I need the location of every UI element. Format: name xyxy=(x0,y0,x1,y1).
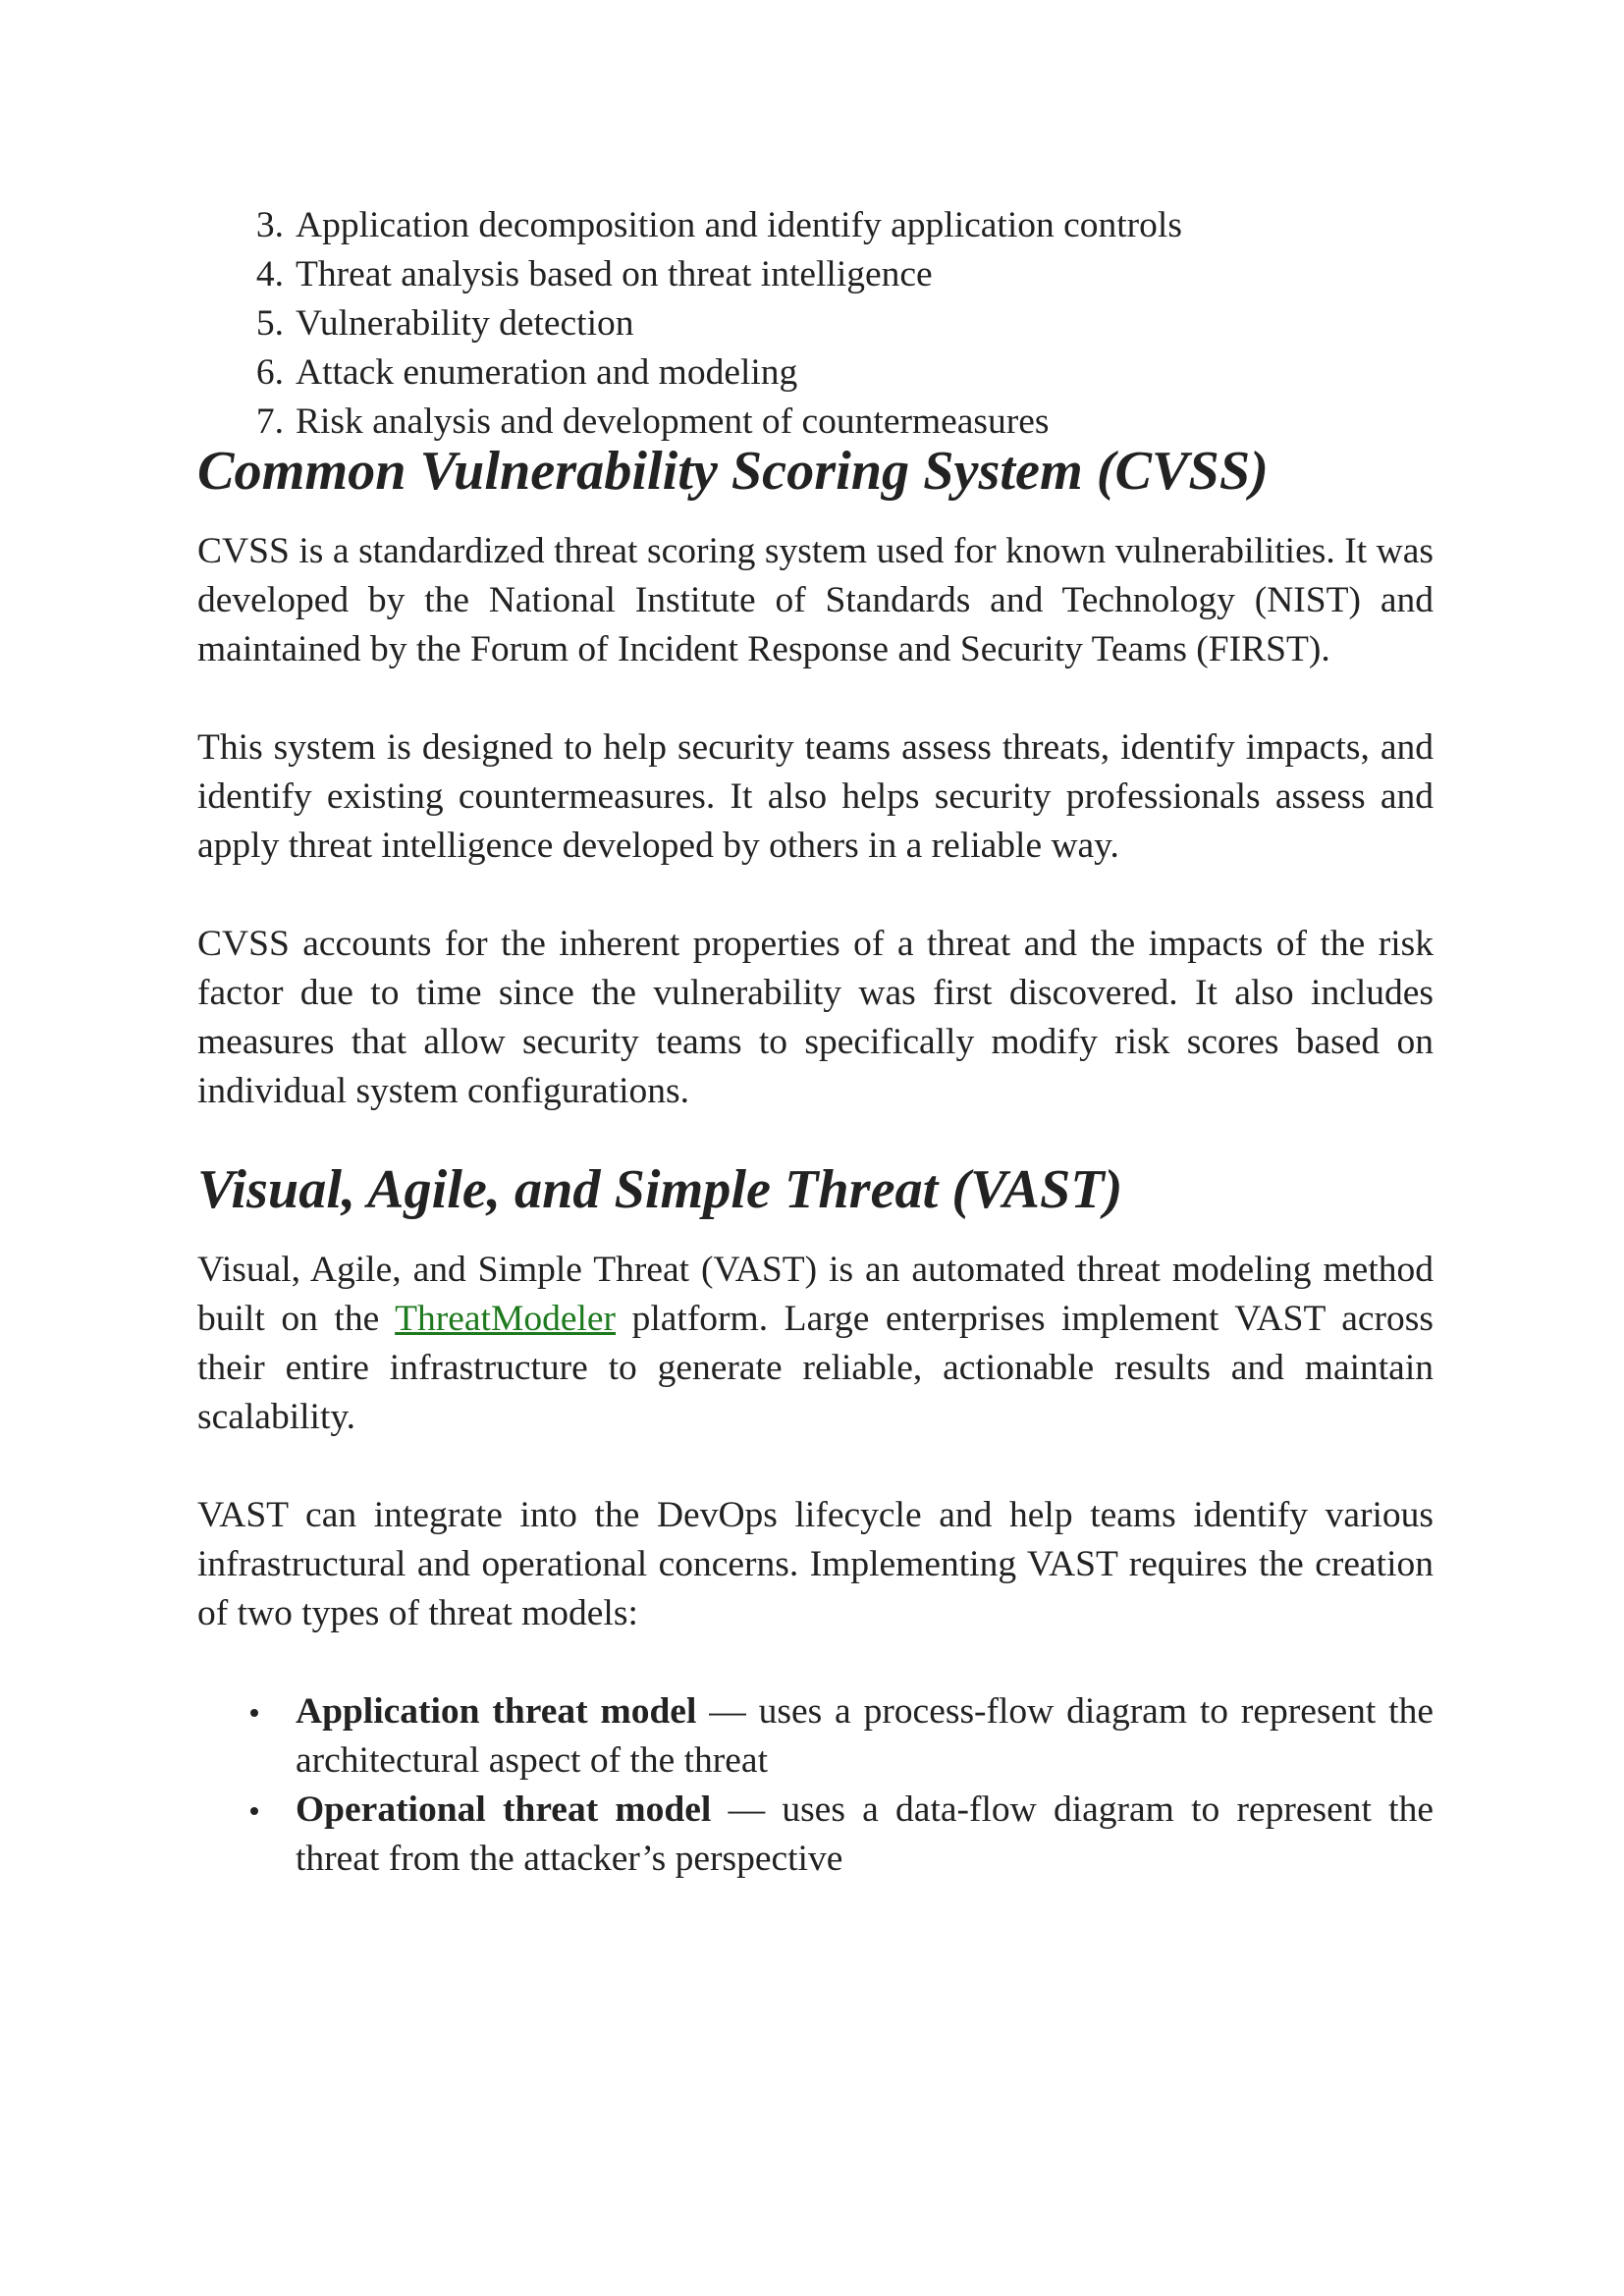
list-item xyxy=(197,348,1434,398)
vast-paragraph-1-text-after: platform. Large enterprises implement VAST across their entire infrastructure to generate reliable, actionable results and maintain scalability. xyxy=(197,1299,1434,1437)
bullet-text xyxy=(296,1687,1434,1786)
list-item xyxy=(197,398,1434,447)
cvss-paragraph-1: CVSS is a standardized threat scoring system used for known vulnerabilities. It was developed by the National Institute of Standards and Technology (NIST) and maintained by the Forum of Incident Response and Security Teams (FIRST). xyxy=(197,531,1434,669)
bullet-term: Operational threat model xyxy=(296,1789,712,1830)
list-number: 5. xyxy=(255,303,284,344)
list-number: 3. xyxy=(255,205,284,245)
bullet-term: Application threat model xyxy=(296,1691,697,1732)
bullet-list xyxy=(197,1687,1434,1884)
vast-paragraph-2: VAST can integrate into the DevOps lifecycle and help teams identify various infrastructural and operational concerns. Implementing VAST requires the creation of two types of threat models: xyxy=(197,1495,1434,1633)
list-number: 7. xyxy=(255,401,284,442)
vast-heading: Visual, Agile, and Simple Threat (VAST) xyxy=(197,1159,1123,1220)
cvss-paragraph-2: This system is designed to help security teams assess threats, identify impacts, and identify existing countermeasures. It also helps security professionals assess and apply threat intelligence developed by others in a reliable way. xyxy=(197,727,1434,866)
bullet-icon xyxy=(197,1786,296,1884)
list-item-text: Attack enumeration and modeling xyxy=(296,352,798,393)
numbered-list xyxy=(197,201,1434,447)
bullet-description: — uses a data-flow diagram to represent the threat from the attacker’s perspective xyxy=(296,1789,1434,1879)
bullet-description: — uses a process-flow diagram to represent the architectural aspect of the threat xyxy=(296,1691,1434,1781)
list-item xyxy=(197,1687,1434,1786)
vast-paragraph-1-text-before: Visual, Agile, and Simple Threat (VAST) is an automated threat modeling method built on the xyxy=(197,1250,1434,1339)
list-number: 4. xyxy=(255,254,284,294)
cvss-paragraph-3: CVSS accounts for the inherent properties of a threat and the impacts of the risk factor due to time since the vulnerability was first discovered. It also includes measures that allow security teams to specifically modify risk scores based on individual system configurations. xyxy=(197,924,1434,1111)
threatmodeler-link[interactable]: ThreatModeler xyxy=(395,1299,617,1339)
bullet-icon xyxy=(197,1687,296,1786)
bullet-text xyxy=(296,1786,1434,1884)
list-item xyxy=(197,201,1434,250)
document-page xyxy=(197,201,1434,1884)
list-item xyxy=(197,250,1434,299)
list-item-text: Risk analysis and development of countermeasures xyxy=(296,401,1050,442)
list-item-text: Threat analysis based on threat intelligence xyxy=(296,254,933,294)
list-number: 6. xyxy=(255,352,284,393)
list-item xyxy=(197,299,1434,348)
list-item-text: Vulnerability detection xyxy=(296,303,634,344)
vast-paragraph-1 xyxy=(197,1246,1434,1442)
list-item xyxy=(197,1786,1434,1884)
cvss-heading: Common Vulnerability Scoring System (CVSS) xyxy=(197,441,1269,502)
list-item-text: Application decomposition and identify application controls xyxy=(296,205,1182,245)
